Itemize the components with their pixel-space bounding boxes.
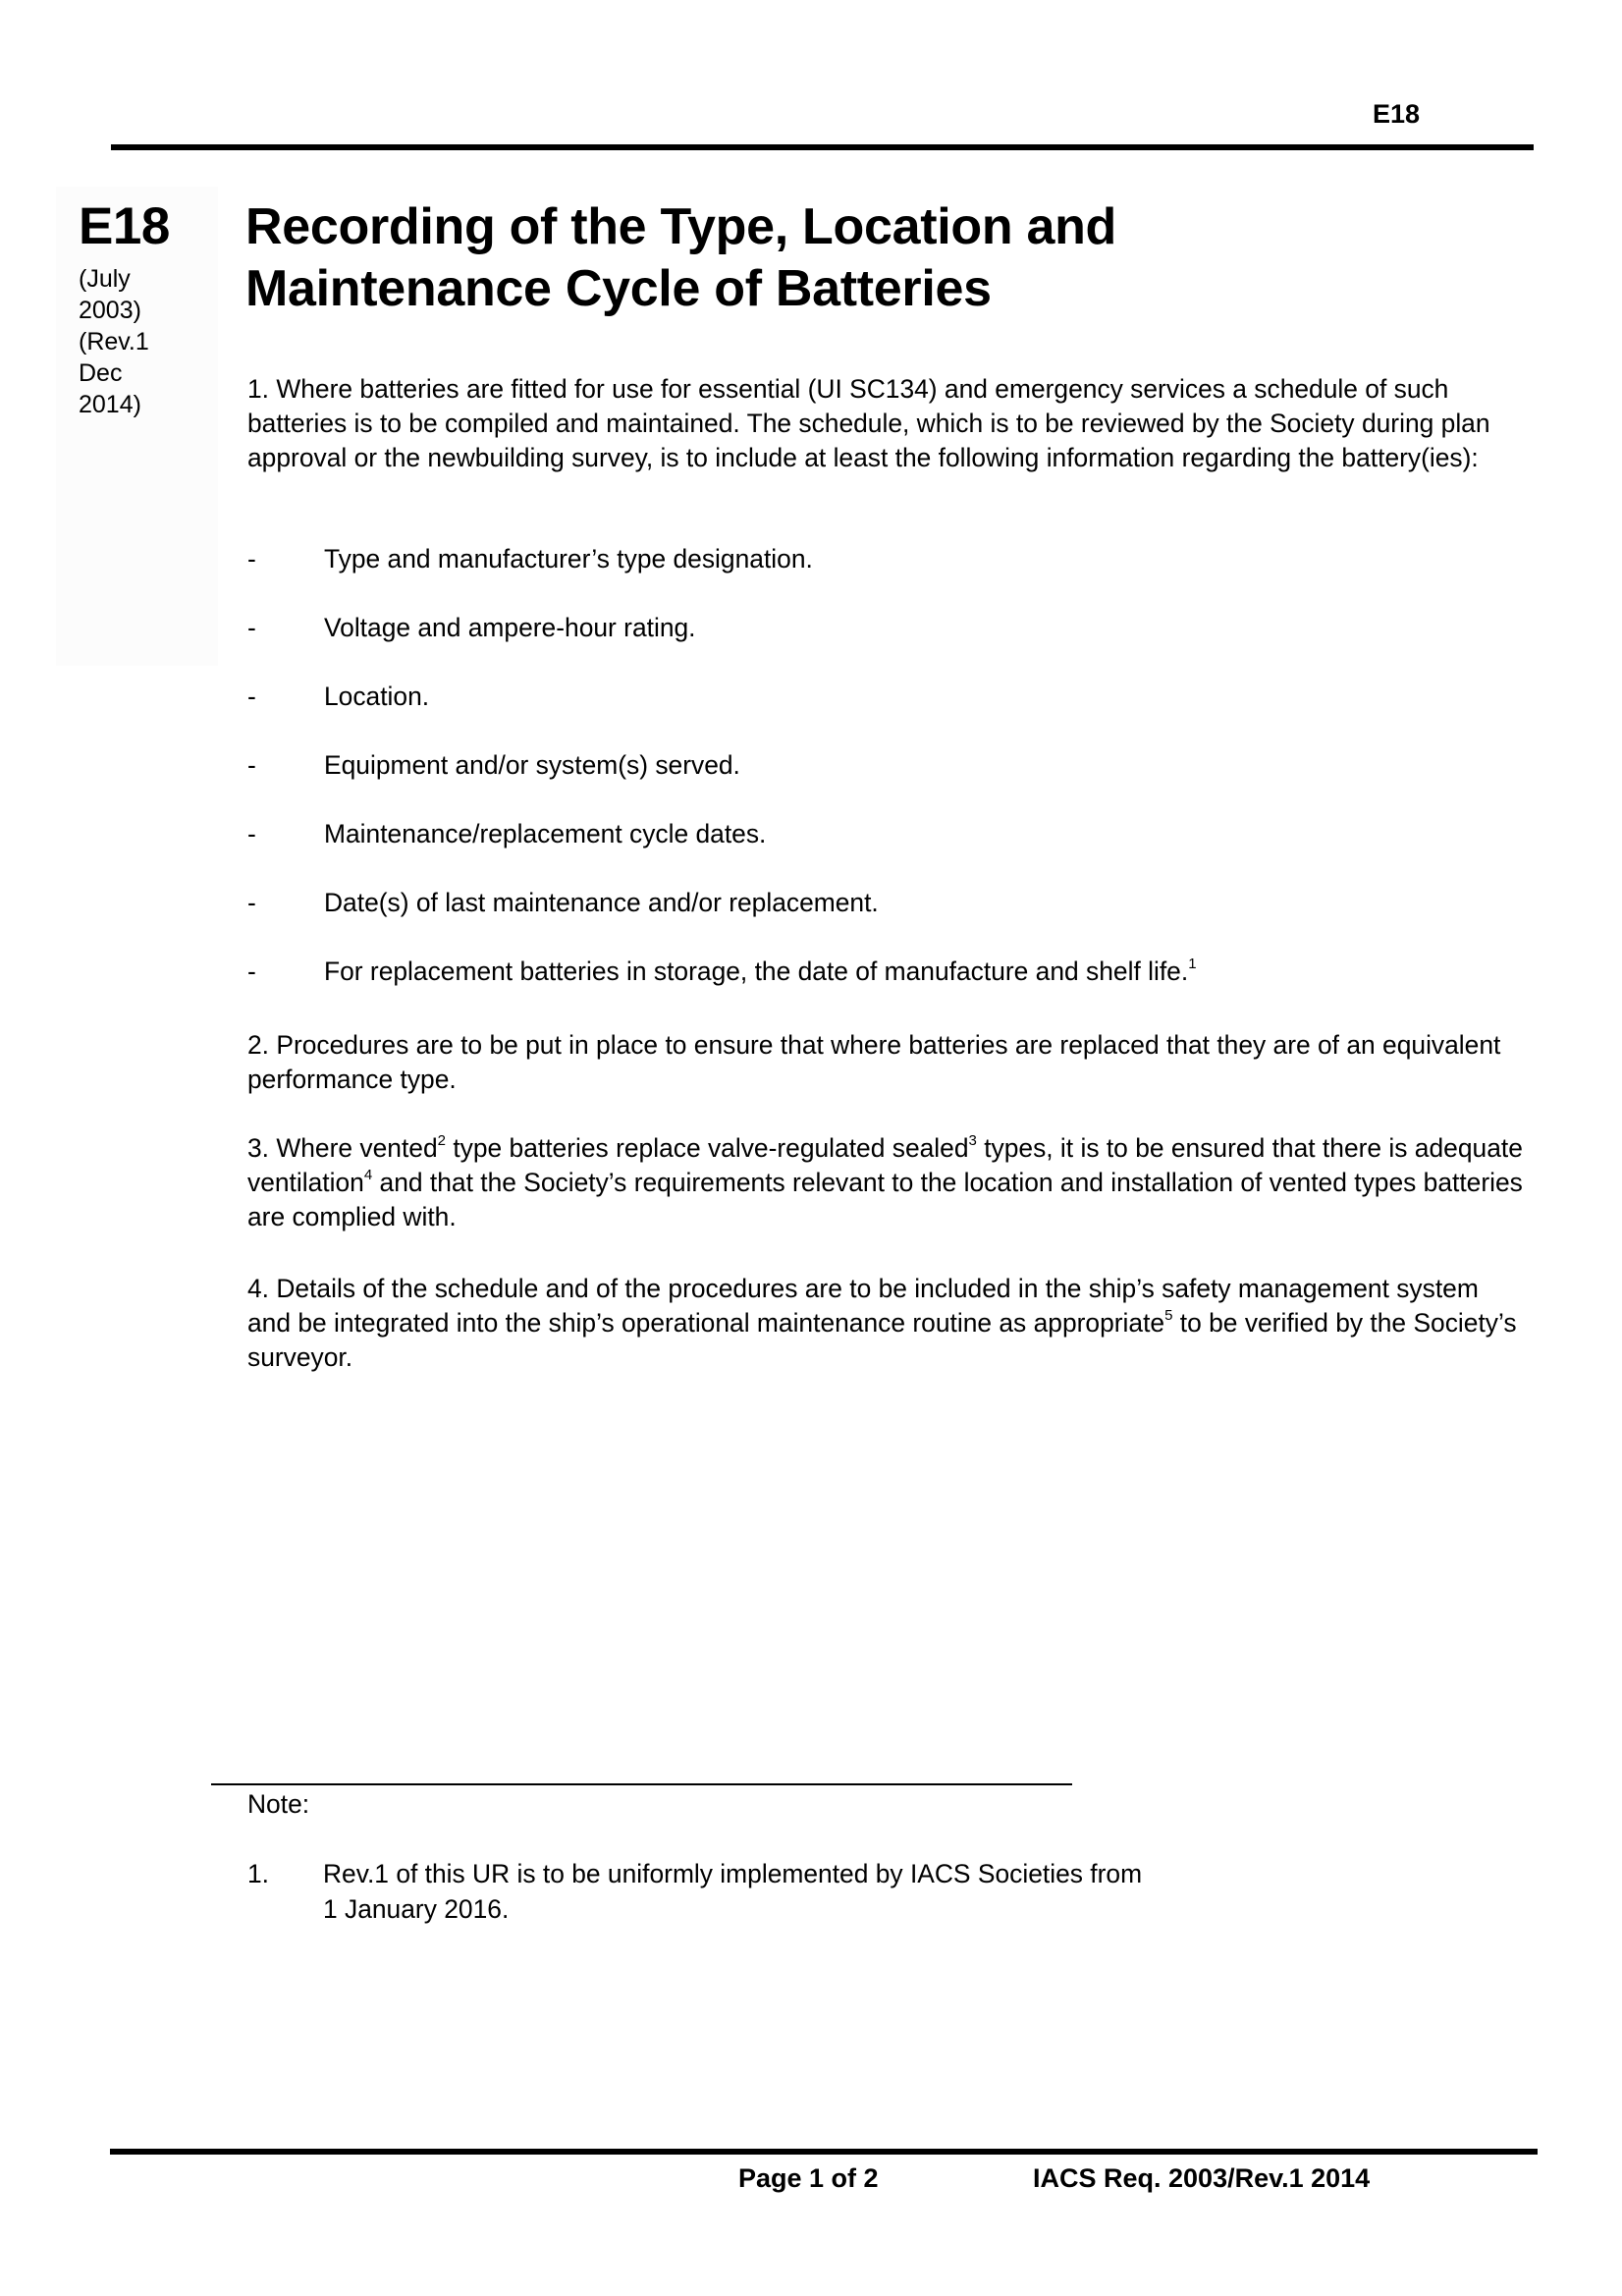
list-item: [247, 817, 1524, 886]
paragraph-4-segment: 4. Details of the schedule and of the procedures are to be included in the ship’s safety management system and be integrated into the ship’s operational maintenance routine as appropriate: [247, 1274, 1479, 1338]
paragraph-3-segment: types, it is to be ensured that there is adequate ventilation: [247, 1133, 1523, 1197]
header-document-code: E18: [1373, 99, 1421, 129]
list-item-text: Equipment and/or system(s) served.: [324, 750, 740, 780]
list-bullet: -: [247, 682, 256, 711]
list-item: [247, 748, 1524, 817]
list-bullet: -: [247, 750, 256, 780]
list-item-text: Maintenance/replacement cycle dates.: [324, 819, 767, 848]
list-item: [247, 886, 1524, 955]
document-title: [245, 196, 1522, 320]
paragraph-3-segment: 3. Where vented: [247, 1133, 438, 1163]
paragraph-4: [247, 1272, 1524, 1375]
title-line-2: Maintenance Cycle of Batteries: [245, 260, 992, 317]
note-item: [247, 1856, 1142, 1927]
paragraph-3-segment: and that the Society’s requirements relevant to the location and installation of vented types batteries are complied with.: [247, 1168, 1523, 1231]
paragraph-2: [247, 1028, 1524, 1097]
sidebar-date-line: (July: [79, 265, 131, 293]
notes-separator: [211, 1783, 1072, 1785]
note-text: [323, 1856, 1142, 1927]
footnote-ref-4[interactable]: 4: [363, 1167, 373, 1183]
list-bullet: -: [247, 819, 256, 848]
footnote-ref-2[interactable]: 2: [437, 1132, 446, 1149]
paragraph-1: [247, 372, 1524, 475]
list-item-text: Date(s) of last maintenance and/or replacement.: [324, 888, 879, 917]
list-item-text: Type and manufacturer’s type designation.: [324, 544, 813, 574]
list-item-text: [324, 955, 1197, 1023]
list-item: [247, 611, 1524, 680]
list-bullet: -: [247, 957, 256, 986]
sidebar-date-line: 2014): [79, 391, 141, 418]
page-number: Page 1 of 2: [738, 2163, 879, 2193]
sidebar-date-line: Dec: [79, 359, 123, 387]
sidebar-date-line: 2003): [79, 297, 141, 324]
list-item-text: Voltage and ampere-hour rating.: [324, 613, 696, 642]
note-number: 1.: [247, 1859, 270, 1888]
list-item-text: Location.: [324, 682, 430, 711]
footer-rule: [110, 2149, 1538, 2155]
note-text-line: 1 January 2016.: [323, 1894, 510, 1924]
paragraph-3: [247, 1131, 1524, 1234]
footnote-ref-1[interactable]: 1: [1188, 956, 1197, 972]
list-item-text-body: For replacement batteries in storage, the date of manufacture and shelf life.: [324, 957, 1189, 986]
footnote-ref-3[interactable]: 3: [968, 1132, 977, 1149]
battery-info-list: [247, 542, 1524, 1023]
sidebar-revision-dates: [79, 263, 149, 420]
paragraph-4-segment: to be verified by the Society’s surveyor.: [247, 1308, 1517, 1372]
paragraph-1-text: 1. Where batteries are fitted for use for essential (UI SC134) and emergency services a schedule of such batteries is to be compiled and maintained. The schedule, which is to be reviewed by the Society during plan approval or the newbuilding survey, is to include at least the following information regarding the battery(ies):: [247, 374, 1490, 472]
list-bullet: -: [247, 544, 256, 574]
notes-label: Note:: [247, 1789, 310, 1819]
list-item: [247, 542, 1524, 611]
sidebar-panel: [56, 187, 218, 666]
list-bullet: -: [247, 888, 256, 917]
list-item: [247, 955, 1524, 1023]
sidebar-code: E18: [79, 197, 170, 255]
note-text-line: Rev.1 of this UR is to be uniformly implemented by IACS Societies from: [323, 1859, 1143, 1888]
paragraph-3-text: [247, 1131, 1524, 1234]
header-rule: [111, 144, 1534, 150]
title-line-1: Recording of the Type, Location and: [245, 198, 1117, 255]
document-reference: IACS Req. 2003/Rev.1 2014: [1033, 2163, 1371, 2193]
list-bullet: -: [247, 613, 256, 642]
footnote-ref-5[interactable]: 5: [1164, 1307, 1173, 1324]
list-item: [247, 680, 1524, 748]
paragraph-2-text: 2. Procedures are to be put in place to ensure that where batteries are replaced that they are of an equivalent performance type.: [247, 1030, 1501, 1094]
paragraph-4-text: [247, 1272, 1524, 1375]
sidebar-date-line: (Rev.1: [79, 328, 149, 355]
paragraph-3-segment: type batteries replace valve-regulated sealed: [445, 1133, 969, 1163]
